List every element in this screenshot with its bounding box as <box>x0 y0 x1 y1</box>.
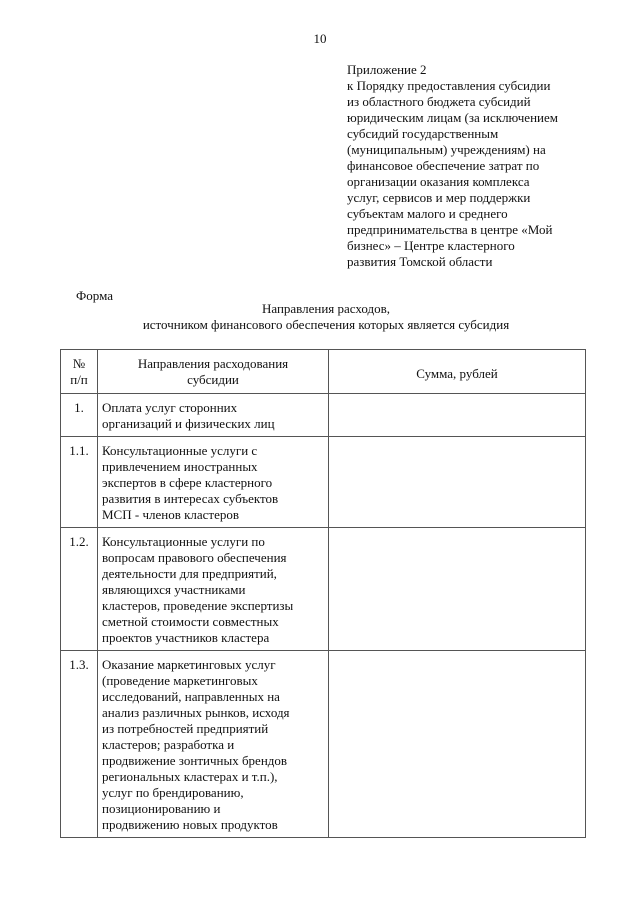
appendix-line: из областного бюджета субсидий <box>347 94 531 109</box>
row-direction-line: продвижению новых продуктов <box>102 817 278 832</box>
row-direction <box>98 528 329 651</box>
row-direction-line: деятельности для предприятий, <box>102 566 277 581</box>
page-number: 10 <box>313 31 327 46</box>
header-direction-line: Направления расходования <box>137 356 289 371</box>
appendix-line: субъектам малого и среднего <box>347 206 508 221</box>
row-direction-line: являющихся участниками <box>102 582 246 597</box>
row-number: 1.2. <box>61 528 98 651</box>
row-direction-line: услуг по брендированию, <box>102 785 244 800</box>
appendix-line: предпринимательства в центре «Мой <box>347 222 553 237</box>
row-direction-line: позиционированию и <box>102 801 221 816</box>
row-sum <box>329 437 586 528</box>
appendix-line: финансовое обеспечение затрат по <box>347 158 540 173</box>
row-number: 1.3. <box>61 651 98 838</box>
row-direction-line: организаций и физических лиц <box>102 416 275 431</box>
row-direction-line: кластеров, проведение экспертизы <box>102 598 294 613</box>
row-direction-line: привлечением иностранных <box>102 459 258 474</box>
appendix-line: к Порядку предоставления субсидии <box>347 78 551 93</box>
header-sum: Сумма, рублей <box>329 350 586 394</box>
row-direction-line: проектов участников кластера <box>102 630 270 645</box>
form-title-line: источником финансового обеспечения которых является субсидия <box>142 317 510 332</box>
row-direction-line: Консультационные услуги по <box>102 534 265 549</box>
row-direction-line: кластеров; разработка и <box>102 737 235 752</box>
row-direction-line: сметной стоимости совместных <box>102 614 279 629</box>
table-header-row <box>61 350 586 394</box>
row-number: 1.1. <box>61 437 98 528</box>
table-row <box>61 528 586 651</box>
appendix-line: развития Томской области <box>347 254 493 269</box>
row-number: 1. <box>61 394 98 437</box>
row-direction-line: из потребностей предприятий <box>102 721 269 736</box>
appendix-line: Приложение 2 <box>347 62 427 77</box>
appendix-heading <box>347 62 587 270</box>
table-row <box>61 394 586 437</box>
row-direction-line: вопросам правового обеспечения <box>102 550 287 565</box>
row-direction-line: анализ различных рынков, исходя <box>102 705 290 720</box>
row-direction-line: (проведение маркетинговых <box>102 673 258 688</box>
header-number <box>61 350 98 394</box>
row-direction-line: региональных кластерах и т.п.), <box>102 769 278 784</box>
appendix-line: субсидий государственным <box>347 126 499 141</box>
appendix-line: бизнес» – Центре кластерного <box>347 238 515 253</box>
row-direction-line: исследований, направленных на <box>102 689 280 704</box>
row-direction <box>98 394 329 437</box>
row-direction-line: Оплата услуг сторонних <box>102 400 238 415</box>
row-sum <box>329 651 586 838</box>
header-number-line: п/п <box>70 372 88 387</box>
row-sum <box>329 528 586 651</box>
table-row <box>61 437 586 528</box>
form-title <box>0 301 640 333</box>
row-direction-line: развития в интересах субъектов <box>102 491 279 506</box>
table-row <box>61 651 586 838</box>
header-direction <box>98 350 329 394</box>
form-label: Форма <box>76 288 113 303</box>
row-direction-line: экспертов в сфере кластерного <box>102 475 273 490</box>
header-number-line: № <box>72 356 86 371</box>
expenses-table <box>60 349 586 838</box>
appendix-line: организации оказания комплекса <box>347 174 530 189</box>
row-sum <box>329 394 586 437</box>
row-direction-line: Консультационные услуги с <box>102 443 258 458</box>
row-direction <box>98 437 329 528</box>
appendix-line: (муниципальным) учреждениям) на <box>347 142 546 157</box>
row-direction <box>98 651 329 838</box>
appendix-line: юридическим лицам (за исключением <box>347 110 558 125</box>
form-title-line: Направления расходов, <box>261 301 391 316</box>
row-direction-line: МСП - членов кластеров <box>102 507 240 522</box>
row-direction-line: Оказание маркетинговых услуг <box>102 657 276 672</box>
appendix-line: услуг, сервисов и мер поддержки <box>347 190 531 205</box>
row-direction-line: продвижение зонтичных брендов <box>102 753 288 768</box>
header-direction-line: субсидии <box>187 372 239 387</box>
